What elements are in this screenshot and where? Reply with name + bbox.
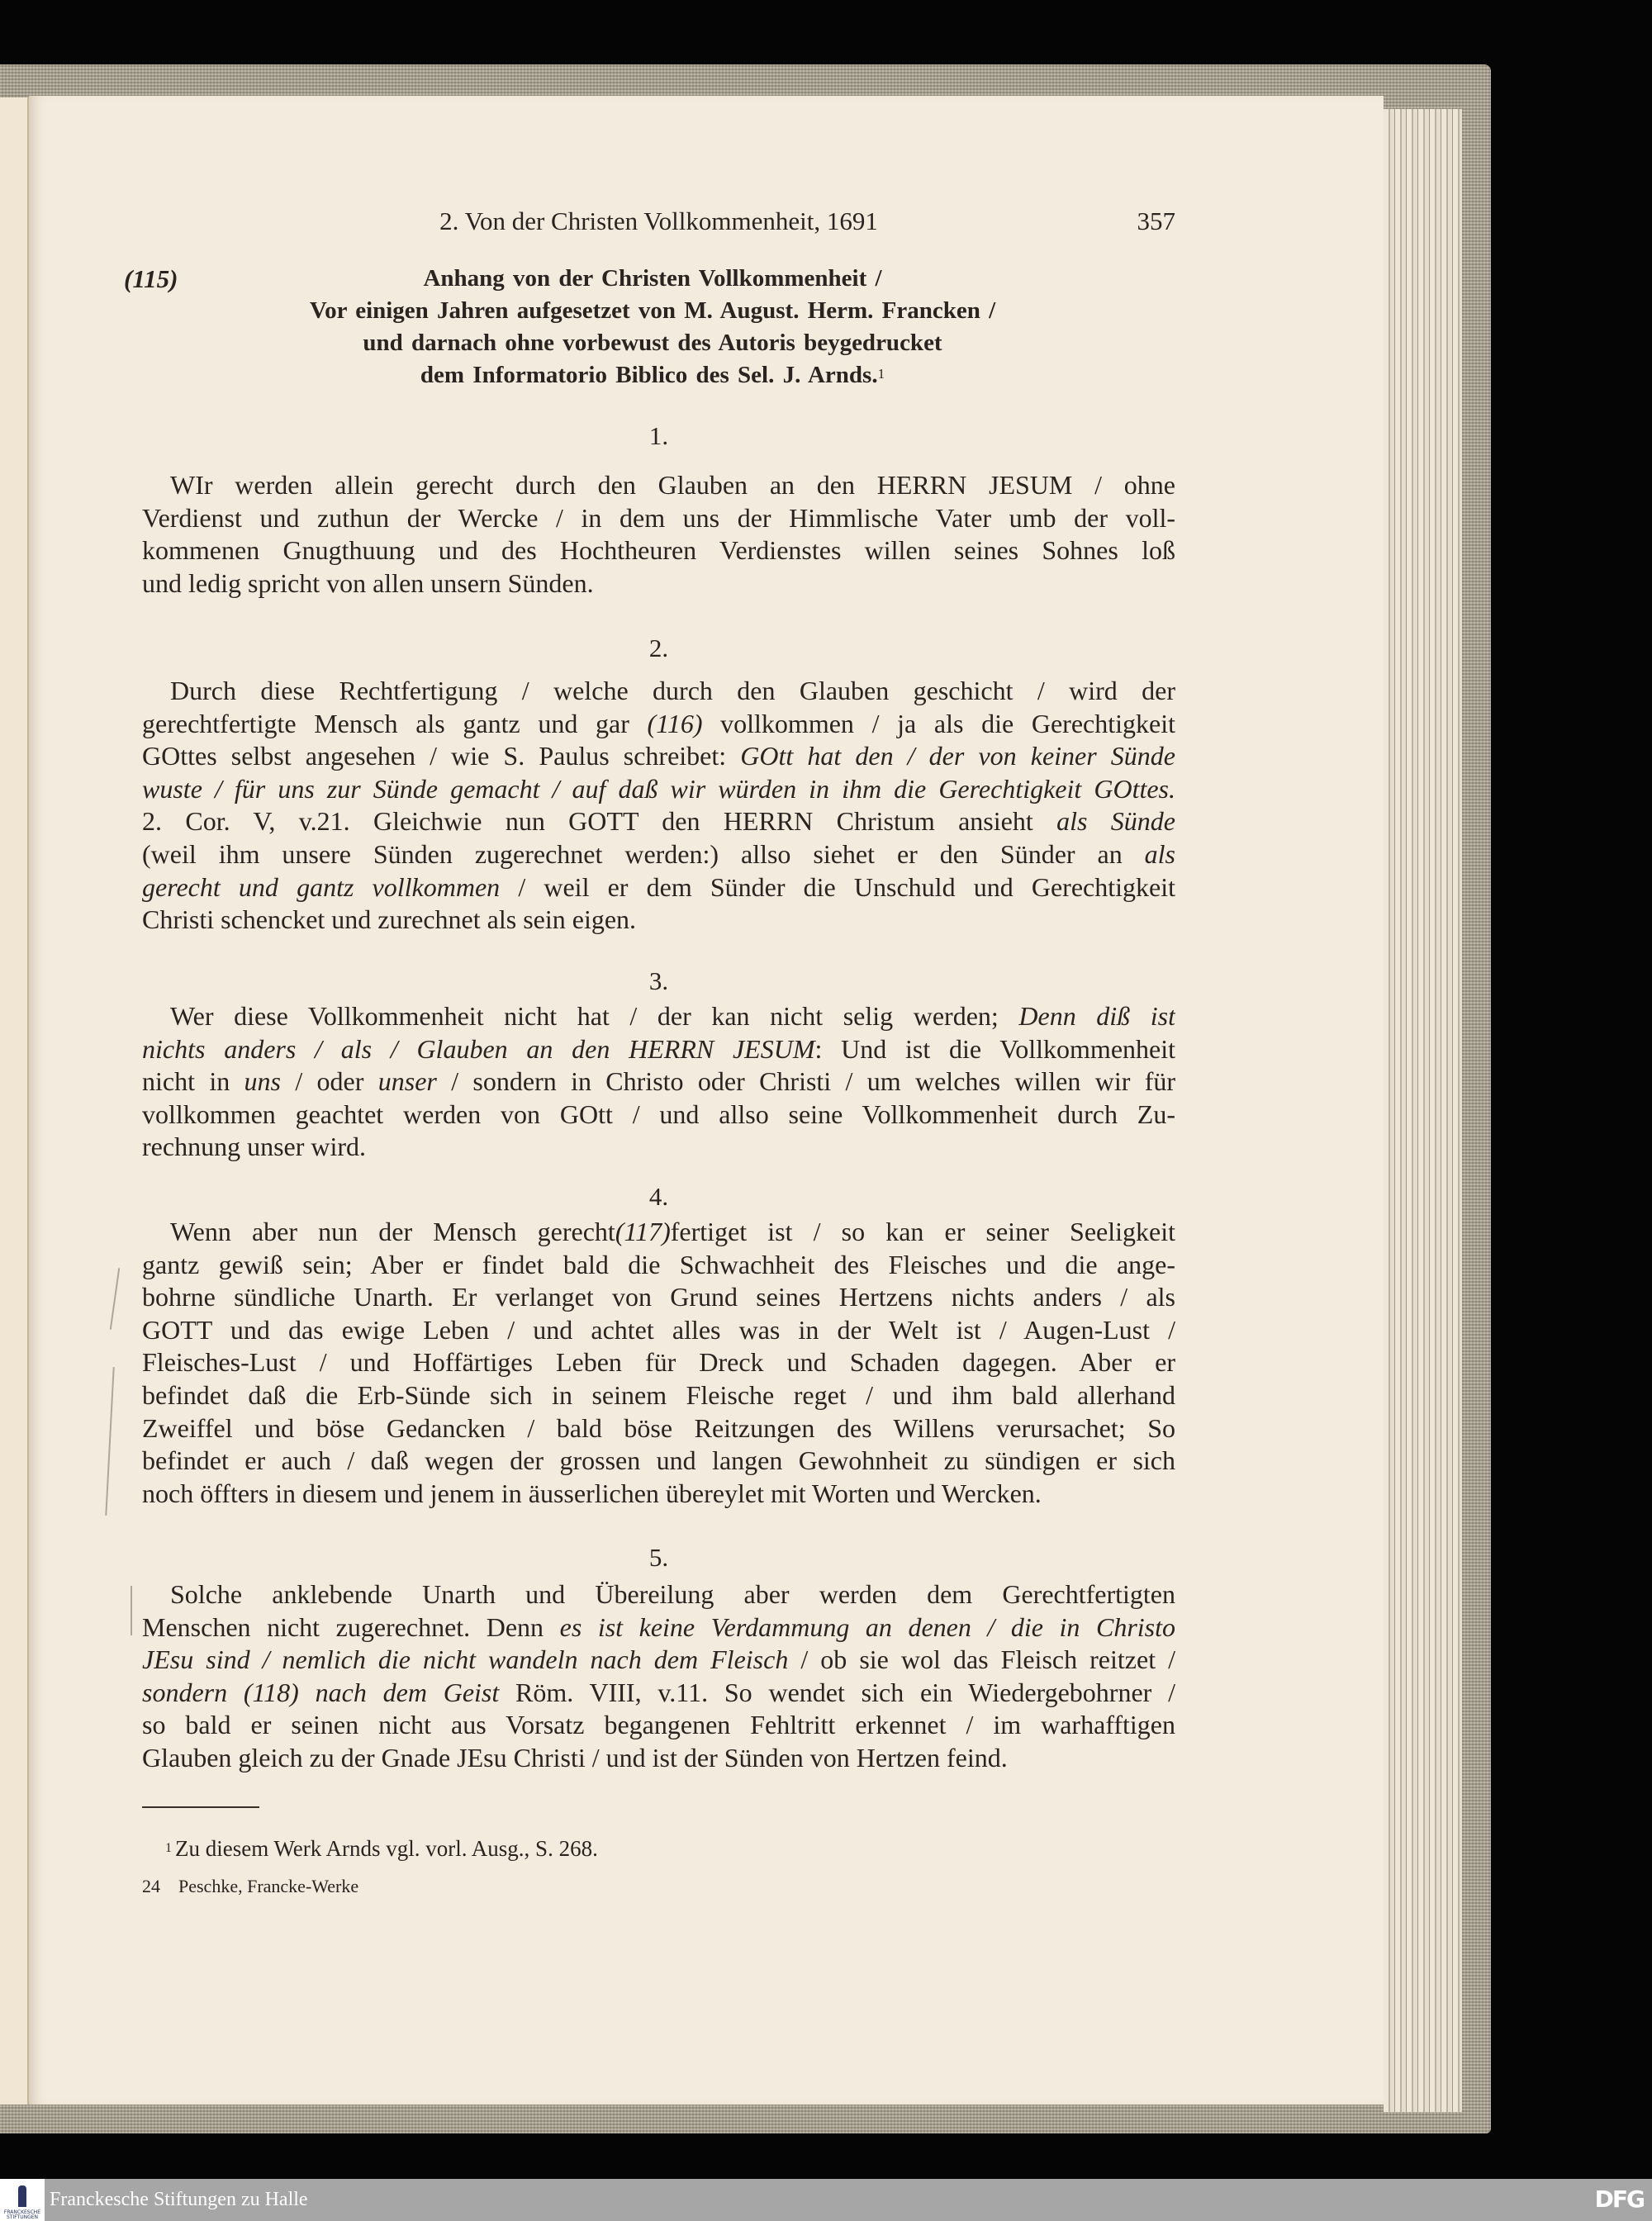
text-segment: Wer diese Vollkommenheit nicht hat / der kan nicht selig werden; <box>170 1001 1019 1031</box>
text-line <box>142 1478 1175 1511</box>
text-line <box>142 1742 1175 1775</box>
text-line <box>142 1065 1175 1099</box>
text-line <box>142 1131 1175 1164</box>
italic-text: Denn diß ist <box>1018 1001 1175 1031</box>
paragraph <box>142 1216 1175 1510</box>
text-line <box>142 904 1175 937</box>
text-line <box>142 469 1175 502</box>
paragraph <box>142 469 1175 600</box>
section-number: 5. <box>648 1543 669 1572</box>
text-line <box>142 1445 1175 1478</box>
section-number: 1. <box>648 421 669 450</box>
text-segment: fertiget ist / so kan er seiner Seeligkeit <box>670 1217 1175 1246</box>
institution-logo[interactable] <box>0 2179 45 2221</box>
text-segment: WIr werden allein gerecht durch den Glauben an den HERRN JESUM / ohne <box>170 470 1175 500</box>
logo-caption: FRANCKESCHE STIFTUNGEN <box>3 2209 41 2220</box>
text-line <box>142 773 1175 806</box>
text-segment: vollkommen geachtet werden von GOtt / und allso seine Vollkommenheit durch Zu- <box>142 1099 1175 1129</box>
text-segment: befindet er auch / daß wegen der grossen und langen Gewohnheit zu sündigen er sich <box>142 1445 1175 1476</box>
text-line <box>142 675 1175 708</box>
text-segment: gantz gewiß sein; Aber er findet bald die Schwachheit des Fleisches und die ange- <box>142 1249 1175 1279</box>
text-segment: Durch diese Rechtfertigung / welche durch den Glauben geschicht / wird der <box>170 676 1175 705</box>
text-segment: und ledig spricht von allen unsern Sünden. <box>142 567 594 598</box>
text-segment: Christi schencket und zurechnet als sein eigen. <box>142 904 637 935</box>
text-segment: Verdienst und zuthun der Wercke / in dem uns der Himmlische Vater umb der voll- <box>142 502 1175 533</box>
text-segment: Menschen nicht zugerechnet. Denn <box>142 1611 560 1642</box>
printer-signature <box>142 1873 358 1900</box>
text-segment: kommenen Gnugthuung und des Hochtheuren Verdienstes willen seines Sohnes loß <box>142 535 1175 566</box>
text-segment: gerechtfertigte Mensch als gantz und gar <box>142 708 648 738</box>
italic-text: als <box>1144 838 1175 869</box>
title-line: Anhang von der Christen Vollkommenheit / <box>423 265 882 292</box>
text-segment: (weil ihm unsere Sünden zugerechnet werden:) allso siehet er den Sünder an <box>142 838 1145 869</box>
text-line <box>142 1000 1175 1033</box>
italic-text: wuste / für uns zur Sünde gemacht / auf daß wir würden in ihm die Gerechtigkeit GOttes. <box>142 773 1175 804</box>
text-segment: Glauben gleich zu der Gnade JEsu Christi / und ist der Sünden von Hertzen feind. <box>142 1742 1008 1773</box>
footnote-mark: 1 <box>165 1841 172 1855</box>
italic-text: sondern (118) nach dem Geist <box>142 1677 500 1707</box>
text-line <box>142 1346 1175 1379</box>
page-edges <box>1384 109 1462 2112</box>
paragraph <box>142 1578 1175 1775</box>
section-number: 2. <box>648 634 669 662</box>
text-segment: / sondern in Christo oder Christi / um welches willen wir für <box>436 1066 1175 1097</box>
text-segment: GOttes selbst angesehen / wie S. Paulus schreibet: <box>142 741 741 771</box>
text-segment: Wenn aber nun der Mensch gerecht <box>170 1217 615 1246</box>
text-line <box>142 1249 1175 1282</box>
italic-text: GOtt hat den / der von keiner Sünde <box>740 741 1175 771</box>
section-number: 4. <box>648 1182 669 1211</box>
text-segment: Solche anklebende Unarth und Übereilung aber werden dem Gerechtfertigten <box>170 1579 1175 1609</box>
text-line <box>142 740 1175 773</box>
italic-text: (117) <box>615 1217 671 1246</box>
text-line <box>142 1578 1175 1611</box>
text-line <box>142 708 1175 741</box>
italic-text: unser <box>377 1066 437 1097</box>
text-line <box>142 1281 1175 1314</box>
document-title <box>165 263 1140 392</box>
page-number: 357 <box>1137 206 1175 235</box>
text-line <box>142 805 1175 838</box>
institution-name[interactable]: Franckesche Stiftungen zu Halle <box>50 2189 308 2210</box>
text-segment: GOTT und das ewige Leben / und achtet alles was in der Welt ist / Augen-Lust / <box>142 1314 1175 1345</box>
text-segment: / ob sie wol das Fleisch reitzet / <box>788 1644 1175 1675</box>
italic-text: uns <box>244 1066 281 1097</box>
text-line <box>142 534 1175 567</box>
footer-bar <box>0 2179 1652 2221</box>
paragraph <box>142 675 1175 937</box>
text-line <box>142 502 1175 535</box>
dfg-logo[interactable]: DFG <box>1594 2185 1644 2213</box>
text-line <box>142 1677 1175 1710</box>
text-segment: befindet daß die Erb-Sünde sich in seinem Fleische reget / und ihm bald allerhand <box>142 1379 1175 1410</box>
section-number: 3. <box>648 966 669 995</box>
title-line: und darnach ohne vorbewust des Autoris beygedrucket <box>363 330 942 356</box>
text-line <box>142 1644 1175 1677</box>
title-line: Vor einigen Jahren aufgesetzet von M. August. Herm. Francken / <box>309 297 996 324</box>
text-line <box>142 1033 1175 1066</box>
text-line <box>142 1216 1175 1249</box>
text-segment: / oder <box>281 1066 378 1097</box>
text-segment: noch öffters in diesem und jenem in äusserlichen übereylet mit Worten und Wercken. <box>142 1478 1042 1508</box>
italic-text: JEsu sind / nemlich die nicht wandeln nach dem Fleisch <box>142 1644 789 1675</box>
signature-number: 24 <box>142 1876 160 1896</box>
text-line <box>142 1099 1175 1132</box>
text-line <box>142 567 1175 600</box>
statue-icon <box>18 2185 26 2207</box>
paragraph <box>142 1000 1175 1164</box>
text-segment: : Und ist die Vollkommenheit <box>814 1033 1175 1064</box>
italic-text: (116) <box>647 708 703 738</box>
text-line <box>142 1379 1175 1412</box>
text-segment: vollkommen / ja als die Gerechtigkeit <box>702 708 1175 738</box>
text-segment: so bald er seinen nicht aus Vorsatz begangenen Fehltritt erkennet / im warhafftigen <box>142 1710 1175 1740</box>
text-segment: rechnung unser wird. <box>142 1132 367 1162</box>
footnote-marker: 1 <box>877 366 885 382</box>
footnote-divider <box>142 1806 259 1808</box>
italic-text: nichts anders / als / Glauben an den HERRN JESUM <box>142 1033 815 1064</box>
text-segment: Fleisches-Lust / und Hoffärtiges Leben für Dreck und Schaden dagegen. Aber er <box>142 1347 1175 1378</box>
italic-text: gerecht und gantz vollkommen <box>142 871 501 902</box>
text-line <box>142 838 1175 871</box>
text-segment: Röm. VIII, v.11. So wendet sich ein Wiedergebohrner / <box>499 1677 1175 1707</box>
text-segment: nicht in <box>142 1066 244 1097</box>
text-line <box>142 1314 1175 1347</box>
text-segment: bohrne sündliche Unarth. Er verlanget von Grund seines Hertzens nichts anders / als <box>142 1282 1175 1312</box>
italic-text: als Sünde <box>1056 806 1175 837</box>
facing-page-edge <box>0 97 29 2105</box>
signature-text: Peschke, Francke-Werke <box>178 1876 359 1896</box>
text-line <box>142 1709 1175 1742</box>
footnote-text: Zu diesem Werk Arnds vgl. vorl. Ausg., S. 268. <box>175 1836 598 1861</box>
text-segment: Zweiffel und böse Gedancken / bald böse Reitzungen des Willens verursachet; So <box>142 1412 1175 1443</box>
italic-text: es ist keine Verdammung an denen / die in Christo <box>559 1611 1175 1642</box>
pencil-margin-mark <box>131 1586 132 1635</box>
text-segment: 2. Cor. V, v.21. Gleichwie nun GOTT den HERRN Christum ansieht <box>142 806 1057 837</box>
text-segment: / weil er dem Sünder die Unschuld und Gerechtigkeit <box>500 871 1175 902</box>
footnote <box>165 1834 598 1863</box>
title-line-text: dem Informatorio Biblico des Sel. J. Arnds. <box>420 362 878 388</box>
text-line <box>142 1611 1175 1644</box>
text-line <box>142 871 1175 904</box>
original-page-reference: (115) <box>124 264 178 293</box>
text-line <box>142 1412 1175 1445</box>
running-head-title: 2. Von der Christen Vollkommenheit, 1691 <box>439 206 878 235</box>
title-line <box>165 359 1140 392</box>
